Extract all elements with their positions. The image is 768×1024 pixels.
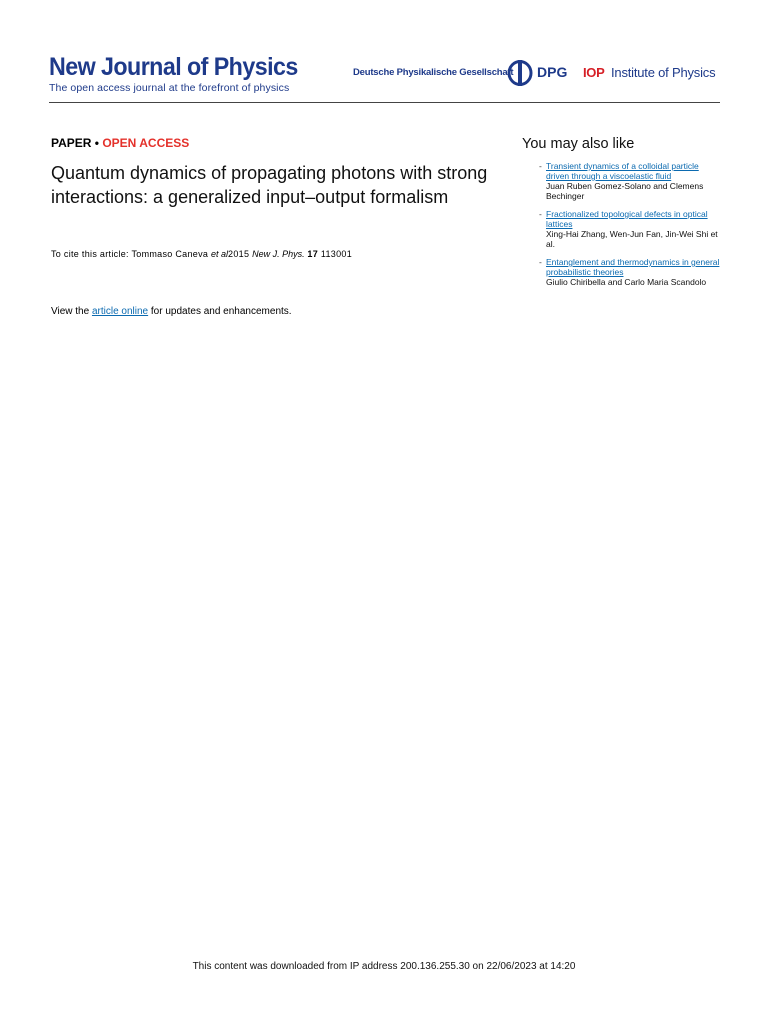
cite-volume: 17 [307, 249, 319, 259]
article-online-link[interactable]: article online [91, 306, 149, 317]
paper-type-label [51, 136, 189, 150]
related-item-link[interactable]: Transient dynamics of a colloidal particle driven through a viscoelastic fluid [546, 161, 699, 181]
cite-article-number: 113001 [320, 249, 353, 259]
iop-logo-label: IOP [583, 65, 605, 80]
related-item-link[interactable]: Entanglement and thermodynamics in general probabilistic theories [546, 257, 720, 277]
open-access-label: OPEN ACCESS [102, 136, 190, 150]
iop-name: Institute of Physics [611, 65, 716, 80]
sidebar-heading: You may also like [522, 136, 635, 152]
dpg-logo-icon [506, 60, 534, 86]
article-title: Quantum dynamics of propagating photons with strong interactions: a generalized input–output formalism [51, 163, 488, 207]
related-item: - Transient dynamics of a colloidal particle driven through a viscoelastic fluid Juan Ruben Gomez-Solano and Clemens Bechinger [522, 161, 722, 201]
header-divider [49, 102, 720, 103]
dpg-society-name: Deutsche Physikalische Gesellschaft [353, 67, 514, 78]
dpg-label: DPG [537, 64, 568, 80]
related-item-authors: Giulio Chiribella and Carlo Maria Scandolo [546, 277, 707, 287]
journal-header [49, 53, 720, 103]
citation-line [51, 249, 352, 259]
cite-journal: New J. Phys. [252, 249, 305, 259]
related-item: - Fractionalized topological defects in optical lattices Xing-Hai Zhang, Wen-Jun Fan, Jin-Wei Shi et al. [522, 209, 722, 249]
journal-tagline: The open access journal at the forefront of physics [49, 82, 290, 94]
journal-title[interactable]: New Journal of Physics [49, 53, 298, 81]
cite-etal: et al [211, 249, 229, 259]
separator-bullet: • [94, 136, 99, 150]
view-online-line [51, 306, 292, 317]
related-item-authors: Juan Ruben Gomez-Solano and Clemens Bechinger [546, 181, 704, 201]
related-articles-sidebar [522, 136, 722, 295]
cite-year: 2015 [228, 249, 250, 259]
view-suffix: for updates and enhancements. [150, 306, 292, 317]
cite-prefix: To cite this article: Tommaso Caneva [51, 249, 209, 259]
download-footer: This content was downloaded from IP address 200.136.255.30 on 22/06/2023 at 14:20 [192, 961, 576, 972]
view-prefix: View the [51, 306, 90, 317]
related-item-authors: Xing-Hai Zhang, Wen-Jun Fan, Jin-Wei Shi et al. [546, 229, 718, 249]
related-item-link[interactable]: Fractionalized topological defects in optical lattices [546, 209, 708, 229]
paper-label: PAPER [51, 136, 92, 150]
related-item: - Entanglement and thermodynamics in general probabilistic theories Giulio Chiribella and Carlo Maria Scandolo [522, 257, 722, 287]
